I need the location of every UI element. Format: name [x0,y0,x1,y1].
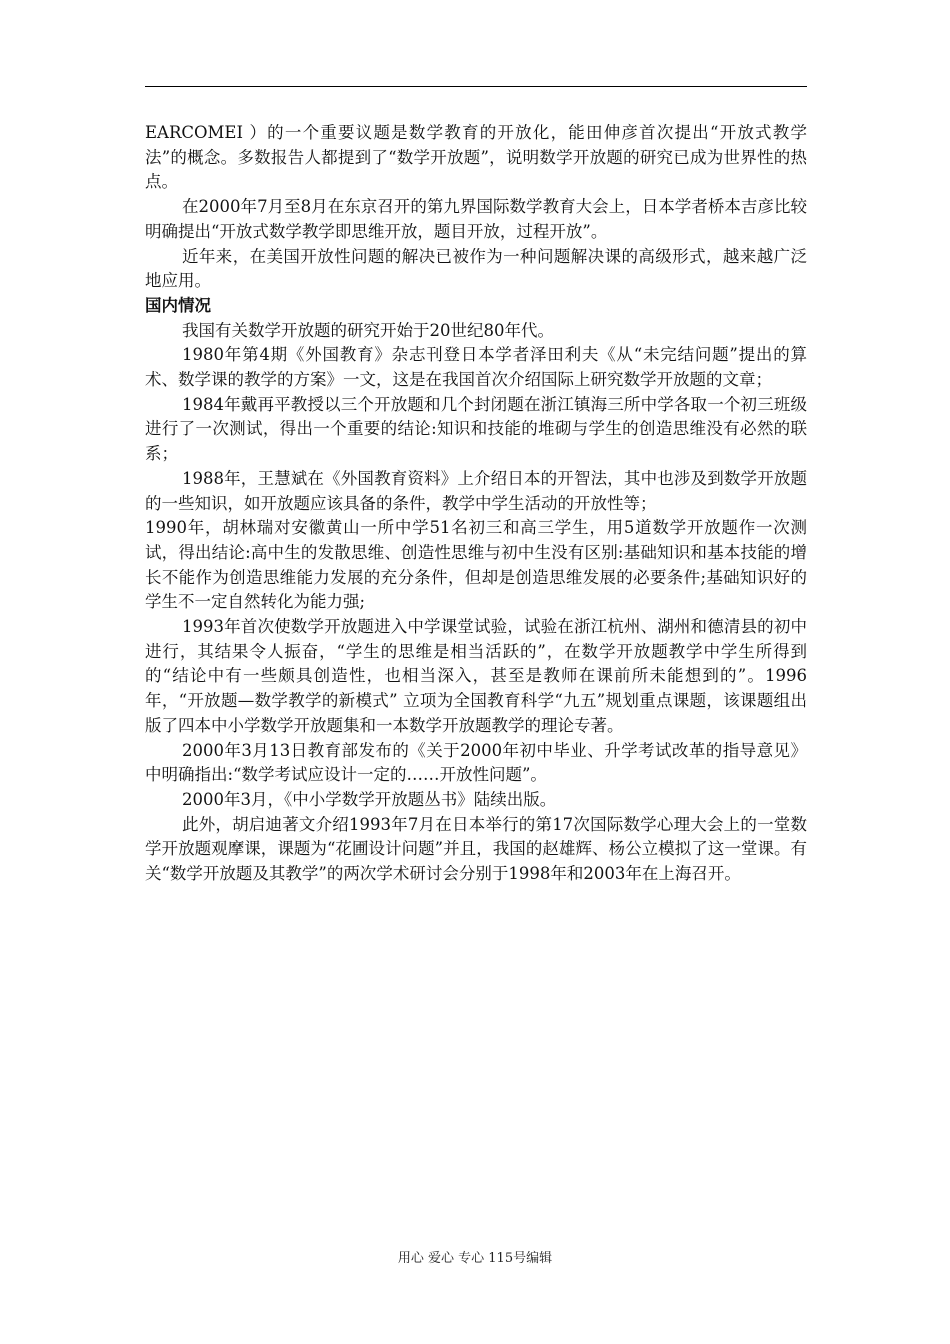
section-heading: 国内情况 [145,295,211,315]
paragraph: 我国有关数学开放题的研究开始于20世纪80年代。 [182,320,554,340]
paragraph: 近年来，在美国开放性问题的解决已被作为一种问题解决课的高级形式，越来越广泛地应用。 [145,246,807,291]
paragraph: 1984年戴再平教授以三个开放题和几个封闭题在浙江镇海三所中学各取一个初三班级进行了一次测试，得出一个重要的结论:知识和技能的堆砌与学生的创造思维没有必然的联系； [145,394,807,464]
paragraph: 2000年3月13日教育部发布的《关于2000年初中毕业、升学考试改革的指导意见》中明确指出:“数学考试应设计一定的……开放性问题”。 [145,740,807,785]
header-rule [145,86,807,87]
document-body [145,121,807,887]
paragraph: 此外，胡启迪著文介绍1993年7月在日本举行的第17次国际数学心理大会上的一堂数学开放题观摩课，课题为“花圃设计问题”并且，我国的赵雄辉、杨公立模拟了这一堂课。有关“数学开放题及其教学”的两次学术研讨会分别于1998年和2003年在上海召开。 [145,814,807,884]
paragraph: 在2000年7月至8月在东京召开的第九界国际数学教育大会上，日本学者桥本吉彦比较明确提出“开放式数学教学即思维开放，题目开放，过程开放”。 [145,197,807,241]
paragraph: 2000年3月，《中小学数学开放题丛书》陆续出版。 [182,789,557,809]
paragraph: 1980年第4期《外国教育》杂志刊登日本学者泽田利夫《从“未完结问题”提出的算术、数学课的教学的方案》一文，这是在我国首次介绍国际上研究数学开放题的文章； [145,345,807,390]
page-footer: 用心 爱心 专心 115号编辑 [397,1251,553,1266]
paragraph: EARCOMEI ）的一个重要议题是数学教育的开放化，能田伸彦首次提出“开放式教学法”的概念。多数报告人都提到了“数学开放题”，说明数学开放题的研究已成为世界性的热点。 [145,123,807,192]
paragraph: 1988年，王慧斌在《外国教育资料》上介绍日本的开智法，其中也涉及到数学开放题的一些知识，如开放题应该具备的条件，教学中学生活动的开放性等； [145,468,807,513]
paragraph: 1993年首次使数学开放题进入中学课堂试验，试验在浙江杭州、湖州和德清县的初中进行，其结果令人振奋，“学生的思维是相当活跃的”，在数学开放题教学中学生所得到的“结论中有一些颇具创造性，也相当深入，甚至是教师在课前所未能想到的”。1996年，“开放题—数学教学的新模式” 立项为全国教育科学“九五”规划重点课题，该课题组出版了四本中小学数学开放题集和一本数学开放题教学的理论专著。 [145,617,807,735]
paragraph: 1990年，胡林瑞对安徽黄山一所中学51名初三和高三学生，用5道数学开放题作一次测试，得出结论:高中生的发散思维、创造性思维与初中生没有区别:基础知识和基本技能的增长不能作为创造思维能力发展的充分条件，但却是创造思维发展的必要条件;基础知识好的学生不一定自然转化为能力强; [145,518,807,612]
